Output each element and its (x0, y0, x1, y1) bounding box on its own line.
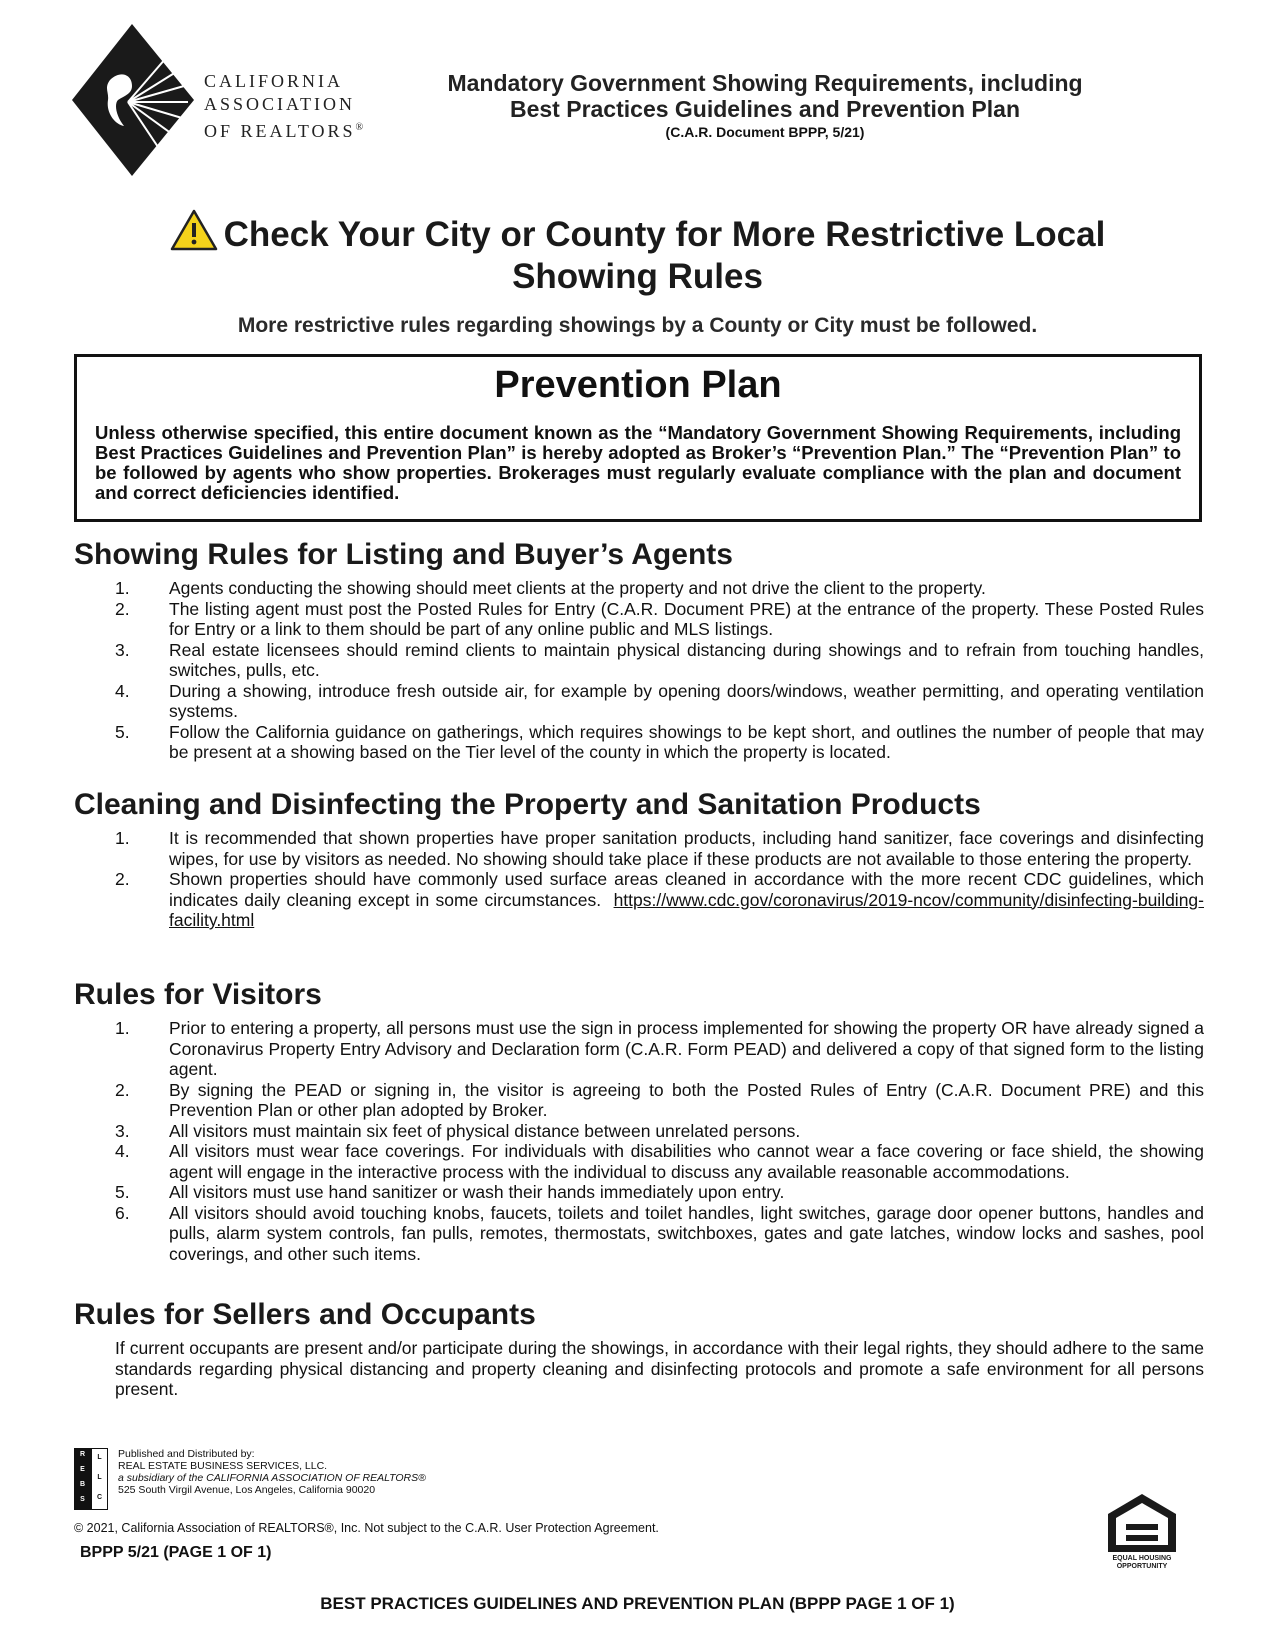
section-title: Rules for Visitors (74, 978, 322, 1011)
copyright-notice: © 2021, California Association of REALTORS®, Inc. Not subject to the C.A.R. User Protection Agreement. (74, 1521, 659, 1535)
prevention-plan-title: Prevention Plan (494, 364, 782, 406)
sellers-paragraph: If current occupants are present and/or participate during the showings, in accordance with their legal rights, they should adhere to the same standards regarding physical distancing and property cleaning and disinfecting protocols and promote a safe environment for all persons present. (115, 1338, 1204, 1399)
list-item: 2. Shown properties should have commonly used surface areas cleaned in accordance with the more recent CDC guidelines, which indicates daily cleaning except in some circumstances. https://www.cdc.gov/coronavirus/2019-ncov/community/disinfecting-building-facility.html (115, 869, 1204, 930)
rebs-logo-icon: R E B S L L C (74, 1448, 110, 1510)
header-title-line2: Best Practices Guidelines and Prevention Plan (509, 96, 1020, 122)
svg-text:EQUAL HOUSING: EQUAL HOUSING (1112, 1555, 1172, 1562)
list-item: 4. During a showing, introduce fresh outside air, for example by opening doors/windows, weather permitting, and operating ventilation systems. (115, 680, 1204, 721)
list-item: 5. Follow the California guidance on gatherings, which requires showings to be kept short, and outlines the number of people that may be present at a showing based on the Tier level of the county in which the property is located. (115, 721, 1204, 762)
prevention-plan-box (74, 354, 1202, 522)
section-cleaning-disinfecting (74, 786, 1204, 931)
header-title-line1: Mandatory Government Showing Requirements, including (447, 70, 1083, 96)
equal-housing-opportunity-icon (1106, 1492, 1178, 1570)
list-item: 2. The listing agent must post the Posted Rules for Entry (C.A.R. Document PRE) at the entrance of the property. These Posted Rules for Entry or a link to them should be part of any online public and MLS listings. (115, 598, 1204, 639)
rules-list (74, 578, 1204, 763)
header-doc-id: (C.A.R. Document BPPP, 5/21) (665, 124, 865, 140)
publisher-text: Published and Distributed by: REAL ESTATE BUSINESS SERVICES, LLC. a subsidiary of the CALIFORNIA ASSOCIATION OF REALTORS® 525 South Virgil Avenue, Los Angeles, California 90020 (118, 1448, 426, 1496)
list-item: 2. By signing the PEAD or signing in, the visitor is agreeing to both the Posted Rules of Entry (C.A.R. Document PRE) and this Prevention Plan or other plan adopted by Broker. (115, 1079, 1204, 1120)
warning-title-line1: Check Your City or County for More Restrictive Local (223, 215, 1106, 254)
list-item: 1. Prior to entering a property, all persons must use the sign in process implemented for showing the property OR have already signed a Coronavirus Property Entry Advisory and Declaration form (C.A.R. Form PEAD) and delivered a copy of that signed form to the listing agent. (115, 1018, 1204, 1079)
section-rules-for-visitors (74, 976, 1204, 1264)
prevention-plan-text: Unless otherwise specified, this entire document known as the “Mandatory Government Showing Requirements, including Best Practices Guidelines and Prevention Plan” is hereby adopted as Broker’s “Prevention Plan.” The “Prevention Plan” to be followed by agents who show properties. Brokerages must regularly evaluate compliance with the plan and document and correct deficiencies identified. (95, 422, 1181, 503)
section-title: Rules for Sellers and Occupants (74, 1298, 536, 1331)
list-item: 4. All visitors must wear face coverings. For individuals with disabilities who cannot wear a face covering or face shield, the showing agent will engage in the interactive process with the individual to discuss any available reasonable accommodations. (115, 1141, 1204, 1182)
section-title: Showing Rules for Listing and Buyer’s Agents (74, 538, 733, 571)
warning-title-line2: Showing Rules (512, 257, 763, 296)
car-logo (70, 22, 370, 182)
section-rules-for-sellers (74, 1296, 1204, 1400)
list-item: 1. Agents conducting the showing should meet clients at the property and not drive the client to the property. (115, 578, 986, 598)
list-item: 6. All visitors should avoid touching knobs, faucets, toilets and toilet handles, light switches, garage door opener buttons, handles and pulls, alarm system controls, fan pulls, remotes, thermostats, switchboxes, gates and gate latches, window locks and sashes, pool coverings, and other such items. (115, 1202, 1204, 1264)
logo-wordmark: CALIFORNIA ASSOCIATION OF REALTORS® (204, 71, 364, 141)
warning-subtitle: More restrictive rules regarding showings by a County or City must be followed. (237, 314, 1038, 337)
rules-list (74, 1018, 1204, 1264)
warning-title (70, 208, 1205, 298)
warning-notice (70, 208, 1205, 338)
section-title: Cleaning and Disinfecting the Property and Sanitation Products (74, 788, 981, 821)
list-item: 1. It is recommended that shown properties have proper sanitation products, including hand sanitizer, face coverings and disinfecting wipes, for use by visitors as needed. No showing should take place if these products are not available to those entering the property. (115, 828, 1204, 869)
list-item: 5. All visitors must use hand sanitizer or wash their hands immediately upon entry. (115, 1182, 785, 1202)
section-showing-rules (74, 536, 1204, 763)
car-diamond-logo-icon (70, 22, 200, 182)
document-header (380, 70, 1150, 140)
form-id: BPPP 5/21 (PAGE 1 OF 1) (80, 1544, 272, 1561)
svg-text:OPPORTUNITY: OPPORTUNITY (1116, 1563, 1168, 1570)
list-item: 3. All visitors must maintain six feet of physical distance between unrelated persons. (115, 1120, 801, 1141)
page-footer: BEST PRACTICES GUIDELINES AND PREVENTION PLAN (BPPP PAGE 1 OF 1) (320, 1594, 955, 1613)
cdc-guidelines-link[interactable]: https://www.cdc.gov/coronavirus/2019-ncov/community/disinfecting-building-facility.html (169, 889, 1204, 930)
warning-triangle-icon (170, 208, 218, 252)
rules-list (74, 828, 1204, 931)
list-item: 3. Real estate licensees should remind clients to maintain physical distancing during showings and to refrain from touching handles, switches, pulls, etc. (115, 639, 1204, 680)
